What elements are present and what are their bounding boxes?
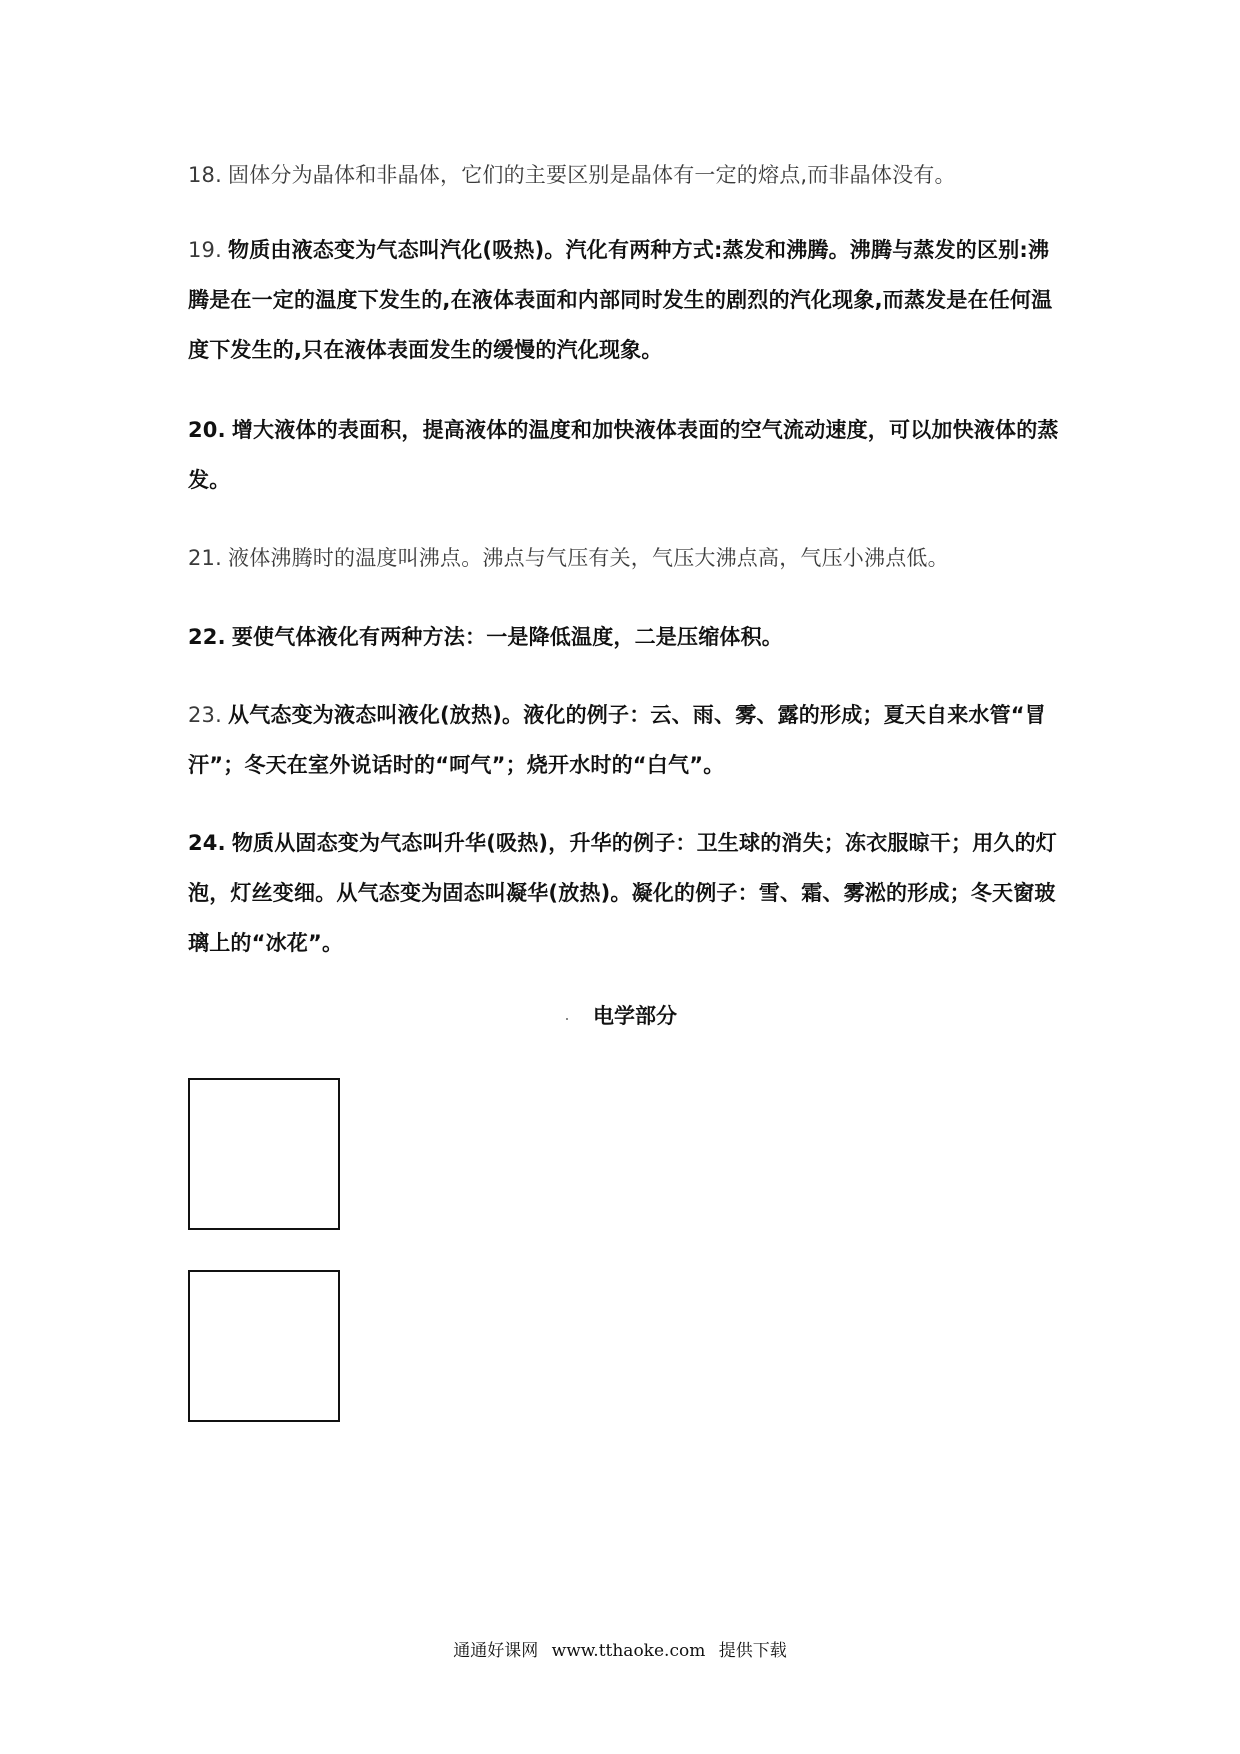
item-number: 23. xyxy=(188,703,222,727)
paragraph-19 xyxy=(188,225,1060,375)
item-text: 要使气体液化有两种方法：一是降低温度，二是压缩体积。 xyxy=(231,625,784,649)
item-text: 增大液体的表面积，提高液体的温度和加快液体表面的空气流动速度，可以加快液体的蒸发。 xyxy=(188,418,1059,492)
paragraph-18 xyxy=(188,150,1060,200)
item-number: 24. xyxy=(188,831,226,855)
item-number: 20. xyxy=(188,418,226,442)
item-text: 固体分为晶体和非晶体，它们的主要区别是晶体有一定的熔点,而非晶体没有。 xyxy=(228,163,956,187)
paragraph-21 xyxy=(188,533,1060,583)
footer-suffix: 提供下载 xyxy=(718,1641,787,1661)
paragraph-24 xyxy=(188,818,1060,968)
item-number: 21. xyxy=(188,546,222,570)
paragraph-22 xyxy=(188,612,1060,662)
footer-site-name: 通通好课网 xyxy=(453,1641,539,1661)
item-text: 物质由液态变为气态叫汽化(吸热)。汽化有两种方式:蒸发和沸腾。沸腾与蒸发的区别:沸腾是在一定的温度下发生的,在液体表面和内部同时发生的剧烈的汽化现象,而蒸发是在任何温度下发生的,只在液体表面发生的缓慢的汽化现象。 xyxy=(188,238,1053,362)
section-title: 电学部分 xyxy=(593,1004,677,1028)
item-text: 液体沸腾时的温度叫沸点。沸点与气压有关，气压大沸点高，气压小沸点低。 xyxy=(228,546,949,570)
item-number: 19. xyxy=(188,238,222,262)
page-footer xyxy=(0,1636,1240,1661)
item-text: 物质从固态变为气态叫升华(吸热)，升华的例子：卫生球的消失；冻衣服晾干；用久的灯泡，灯丝变细。从气态变为固态叫凝华(放热)。凝化的例子：雪、霜、雾淞的形成；冬天窗玻璃上的“冰花”。 xyxy=(188,831,1058,955)
footer-url: www.tthaoke.com xyxy=(551,1641,706,1661)
item-number: 22. xyxy=(188,625,226,649)
item-text: 从气态变为液态叫液化(放热)。液化的例子：云、雨、雾、露的形成；夏天自来水管“冒汗”；冬天在室外说话时的“呵气”；烧开水时的“白气”。 xyxy=(188,703,1046,777)
paragraph-20 xyxy=(188,405,1060,505)
item-number: 18. xyxy=(188,163,222,187)
figure-placeholder-box xyxy=(188,1270,340,1422)
figure-placeholder-box xyxy=(188,1078,340,1230)
paragraph-23 xyxy=(188,690,1060,790)
